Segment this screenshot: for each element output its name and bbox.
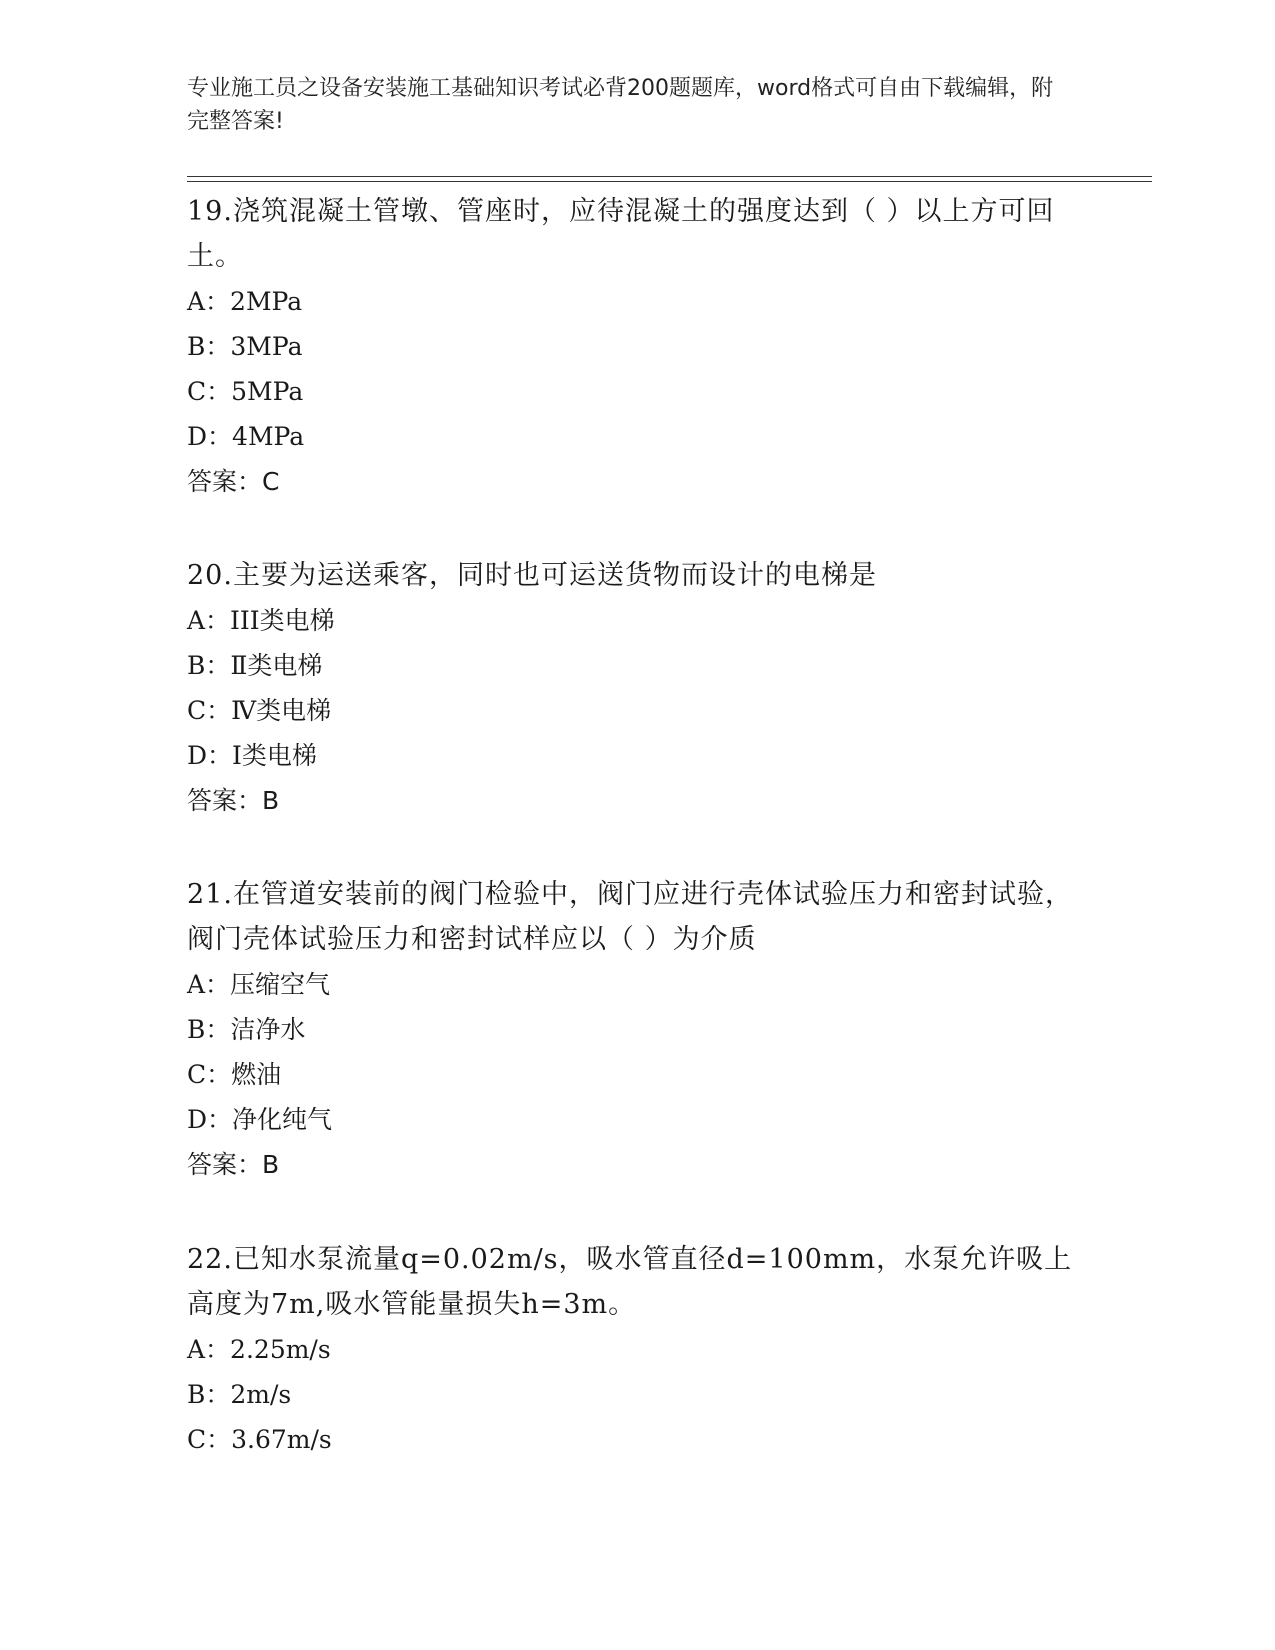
question-stem: 19.浇筑混凝土管墩、管座时，应待混凝土的强度达到（ ）以上方可回土。 [187,196,1055,272]
option-b: B：洁净水 [187,1015,306,1044]
option-d: D：4MPa [187,422,305,451]
answer: 答案：B [187,786,280,815]
answer: 答案：B [187,1150,280,1179]
document-header: 专业施工员之设备安装施工基础知识考试必背200题题库，word格式可自由下载编辑，附完整答案! [187,76,1054,134]
question-stem: 21.在管道安装前的阀门检验中，阀门应进行壳体试验压力和密封试验，阀门壳体试验压力和密封试样应以（ ）为介质 [187,879,1073,955]
question-20 [187,553,1087,823]
option-d: D：净化纯气 [187,1105,333,1134]
header-divider-top [187,176,1152,177]
option-a: A：压缩空气 [187,970,331,999]
option-a: A：III类电梯 [187,606,335,635]
option-c: C：3.67m/s [187,1425,332,1454]
question-22 [187,1237,1087,1462]
option-d: D：Ⅰ类电梯 [187,741,317,770]
option-b: B：3MPa [187,332,303,361]
answer: 答案：C [187,467,280,496]
option-c: C：燃油 [187,1060,282,1089]
option-b: B：Ⅱ类电梯 [187,651,323,680]
header-divider-bottom [187,181,1152,182]
option-b: B：2m/s [187,1380,292,1409]
option-a: A：2MPa [187,287,303,316]
question-stem: 20.主要为运送乘客，同时也可运送货物而设计的电梯是 [187,560,877,591]
question-21 [187,872,1087,1187]
question-stem: 22.已知水泵流量q=0.02m/s，吸水管直径d=100mm，水泵允许吸上高度为7m,吸水管能量损失h=3m。 [187,1244,1073,1320]
option-a: A：2.25m/s [187,1335,331,1364]
option-c: C：Ⅳ类电梯 [187,696,332,725]
question-19 [187,189,1087,504]
option-c: C：5MPa [187,377,304,406]
